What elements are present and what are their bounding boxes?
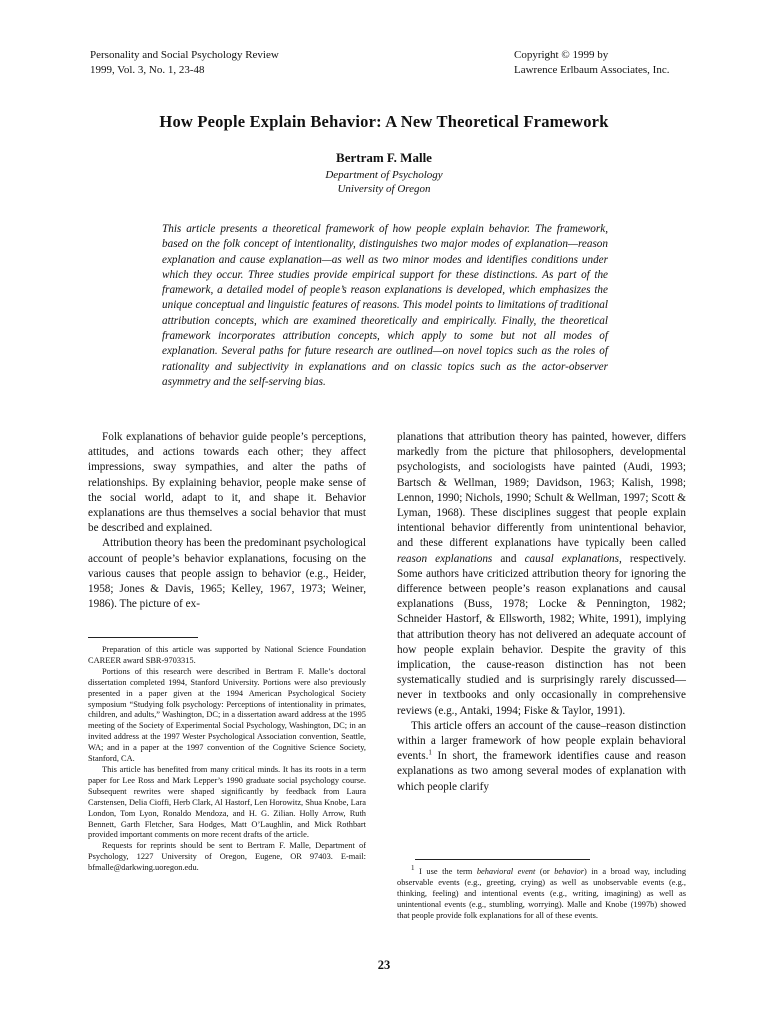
footnote-divider xyxy=(88,637,198,638)
author-note xyxy=(88,645,366,874)
text-run: This article offers an account of the cause–reason distinction within a larger framework of how people explain behavioral events. xyxy=(397,719,686,763)
footnote-funding: Preparation of this article was supported by National Science Foundation CAREER award SBR-9703315. xyxy=(88,645,366,665)
emphasis: causal explanations, xyxy=(524,552,622,565)
footnote-marker: 1 xyxy=(411,864,415,873)
footnote-history: Portions of this research were described in Bertram F. Malle’s doctoral dissertation completed 1994, Stanford University. Portions were also previously presented in a paper given at the 1994 American Psychological Society symposium “Studying folk psychology: Perceptions of intentionality in primates, children, and adults,” Washington, DC; in a dissertation award address at the 1995 meeting of the Society of Experimental Social Psychology, Washington, DC; in an invited address at the 1997 Wester Psychological Association convention, Seattle, WA; and in a paper at the 1997 convention of the Cognitive Science Society, Stanford, CA. xyxy=(88,666,366,764)
text-run: I use the term xyxy=(414,867,477,876)
copyright-year: Copyright © 1999 by xyxy=(514,49,609,61)
footnote-divider xyxy=(415,859,590,860)
publisher: Lawrence Erlbaum Associates, Inc. xyxy=(514,64,670,76)
abstract: This article presents a theoretical framework of how people explain behavior. The framework, based on the folk concept of intentionality, distinguishes two major modes of explanation—reason explanation and cause explanation—as well as two minor modes and identifies conditions under which they occur. Three studies provide empirical support for these distinctions. As part of the framework, a detailed model of people’s reason explanations is developed, which emphasizes the unique conceptual and linguistic features of reasons. This model points to limitations of traditional attribution concepts, which are examined theoretically and empirically. Finally, the theoretical framework incorporates attribution concepts, which apply to some but not all modes of explanation. Several paths for future research are outlined—on novel topics such as the roles of rationality and subjectivity in explanations and on classic topics such as the actor-observer asymmetry and the self-serving bias. xyxy=(162,223,608,388)
footnote-acknowledgments: This article has benefited from many critical minds. It has its roots in a term paper for Lee Ross and Mark Lepper’s 1990 graduate social psychology course. Subsequent rewrites were shaped significantly by feedback from Laura Carstensen, Delia Cioffi, Herb Clark, Al Hastorf, Len Horowitz, Shua Knobe, Lara London, Tom Lyon, Ronaldo Mendoza, and H. G. Zilian. Holly Arrow, Ruth Bennett, Garth Fletcher, Sara Hodges, Matt O’Laughlin, and Mick Rothbart provided important comments on more recent drafts of the article. xyxy=(88,764,366,840)
emphasis: behavioral event xyxy=(476,867,536,876)
footnote-correspondence: Requests for reprints should be sent to Bertram F. Malle, Department of Psychology, 1227 University of Oregon, Eugene, OR 97403. E-mail: bfmalle@darkwing.uoregon.edu. xyxy=(88,841,366,873)
copyright-notice xyxy=(514,48,669,78)
text-run: respectively. Some authors have criticized attribution theory for ignoring the difference between people’s reason explanations and causal explanations (Buss, 1978; Locke & Pennington, 1982; Schneider Hastorf, & Ellsworth, 1982; White, 1991), implying that attribution theory has not delivered an adequate account of how people explain behavior. Despite the gravity of this implication, the cause-reason distinction has not been systematically studied and is surprisingly rarely discussed—never in textbooks and only occasionally in comprehensive reviews (e.g., Antaki, 1994; Fiske & Taylor, 1991). xyxy=(397,552,686,717)
journal-name: Personality and Social Psychology Review xyxy=(90,49,279,61)
author-name: Bertram F. Malle xyxy=(336,150,432,165)
article-title: How People Explain Behavior: A New Theoretical Framework xyxy=(159,112,609,131)
paragraph: Folk explanations of behavior guide people’s perceptions, attitudes, and actions towards each other; they affect impressions, sway sympathies, and alter the paths of relationships. By explaining behavior, people make sense of the social world, adapt to it, and shape it. Behavior explanations are thus themselves a social behavior that must be described and explained. xyxy=(88,431,366,535)
text-run: and xyxy=(492,552,525,565)
emphasis: reason explanations xyxy=(397,552,493,565)
footnote-marker[interactable]: 1 xyxy=(428,748,432,757)
paragraph: Attribution theory has been the predominant psychological account of people’s behavior explanations, focusing on the various causes that people assign to behavior (e.g., Heider, 1958; Jones & Davis, 1965; Kelley, 1967, 1973; Weiner, 1986). The picture of ex- xyxy=(88,537,366,611)
text-run: ) in a broad way, including observable events (e.g., greeting, crying) as well as unobservable events (e.g., thinking, feeling) and intentional events (e.g., writing, imagining) as well as unintentional events (e.g., stumbling, worrying). Malle and Knobe (1997b) showed that people provide folk explanations for all of these events. xyxy=(397,867,687,920)
paragraph xyxy=(397,430,686,719)
emphasis: behavior xyxy=(554,867,584,876)
body-column-right xyxy=(397,430,686,795)
journal-citation xyxy=(90,48,279,78)
body-column-left xyxy=(88,430,366,612)
paragraph xyxy=(397,719,686,795)
footnote-1 xyxy=(397,864,687,922)
text-run: (or xyxy=(535,867,555,876)
department: Department of Psychology xyxy=(325,169,443,181)
text-run: In short, the framework identifies cause and reason explanations as two among several modes of explanation with which people clarify xyxy=(397,750,686,793)
text-run: planations that attribution theory has painted, however, differs markedly from the picture that philosophers, developmental psychologists, and sociologists have painted (Audi, 1993; Bartsch & Wellman, 1989; Davidson, 1963; Kalish, 1998; Lennon, 1990; Nichols, 1990; Schult & Wellman, 1997; Scott & Lyman, 1968). These disciplines suggest that people explain intentional behavior differently from unintentional behavior, and these different explanations have typically been called xyxy=(397,431,686,550)
footnote-text xyxy=(397,864,687,922)
page-number: 23 xyxy=(377,958,391,972)
university: University of Oregon xyxy=(337,183,431,195)
author-affiliation xyxy=(0,168,768,196)
journal-volume: 1999, Vol. 3, No. 1, 23-48 xyxy=(90,64,205,76)
